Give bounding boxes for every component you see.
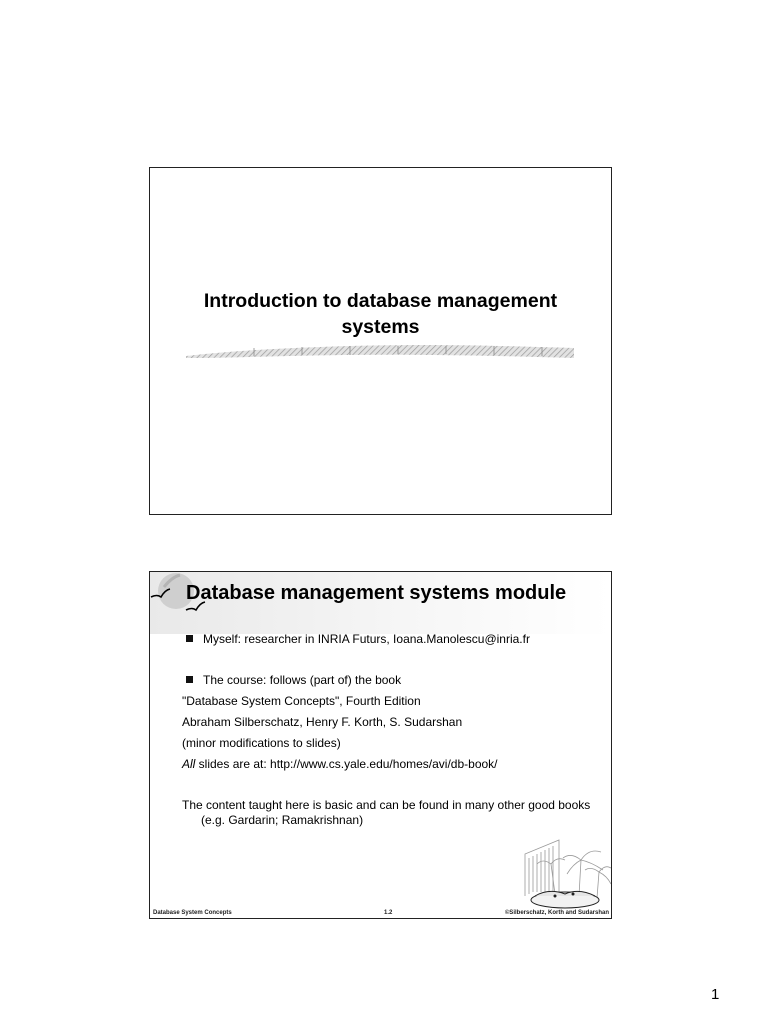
content-paragraph: The content taught here is basic and can be found in many other good books (e.g. Gardarin; Ramakrishnan) [182,798,591,827]
bullet-text: The course: follows (part of) the book [203,673,402,687]
palm-island-illustration-icon [519,834,611,914]
slides-url-emphasis: All [182,757,196,771]
modifications-note: (minor modifications to slides) [182,736,341,750]
square-bullet-icon [186,676,193,683]
authors-line: Abraham Silberschatz, Henry F. Korth, S. Sudarshan [182,715,463,729]
slide-title [150,288,611,340]
book-title-line: "Database System Concepts", Fourth Edition [182,694,421,708]
title-slide [149,167,612,515]
square-bullet-icon [186,635,193,642]
bullet-item-myself [186,632,530,647]
slides-url-line [182,757,498,772]
bullet-text: Myself: researcher in INRIA Futurs, Ioana.Manolescu@inria.fr [203,632,530,646]
footer-slide-number: 1.2 [384,910,393,916]
slide-title-line-1: Introduction to database management [203,290,558,312]
bullet-item-course [186,673,401,688]
slides-url-text: slides are at: http://www.cs.yale.edu/homes/avi/db-book/ [195,757,498,771]
brush-stroke-decoration [184,342,576,360]
footer-copyright: ©Silberschatz, Korth and Sudarshan [504,910,609,916]
page-number: 1 [711,986,720,1003]
slide-title-line-2: systems [341,316,420,338]
module-slide [149,571,612,919]
footer-course-name: Database System Concepts [153,910,232,916]
slide-title: Database management systems module [186,582,567,604]
